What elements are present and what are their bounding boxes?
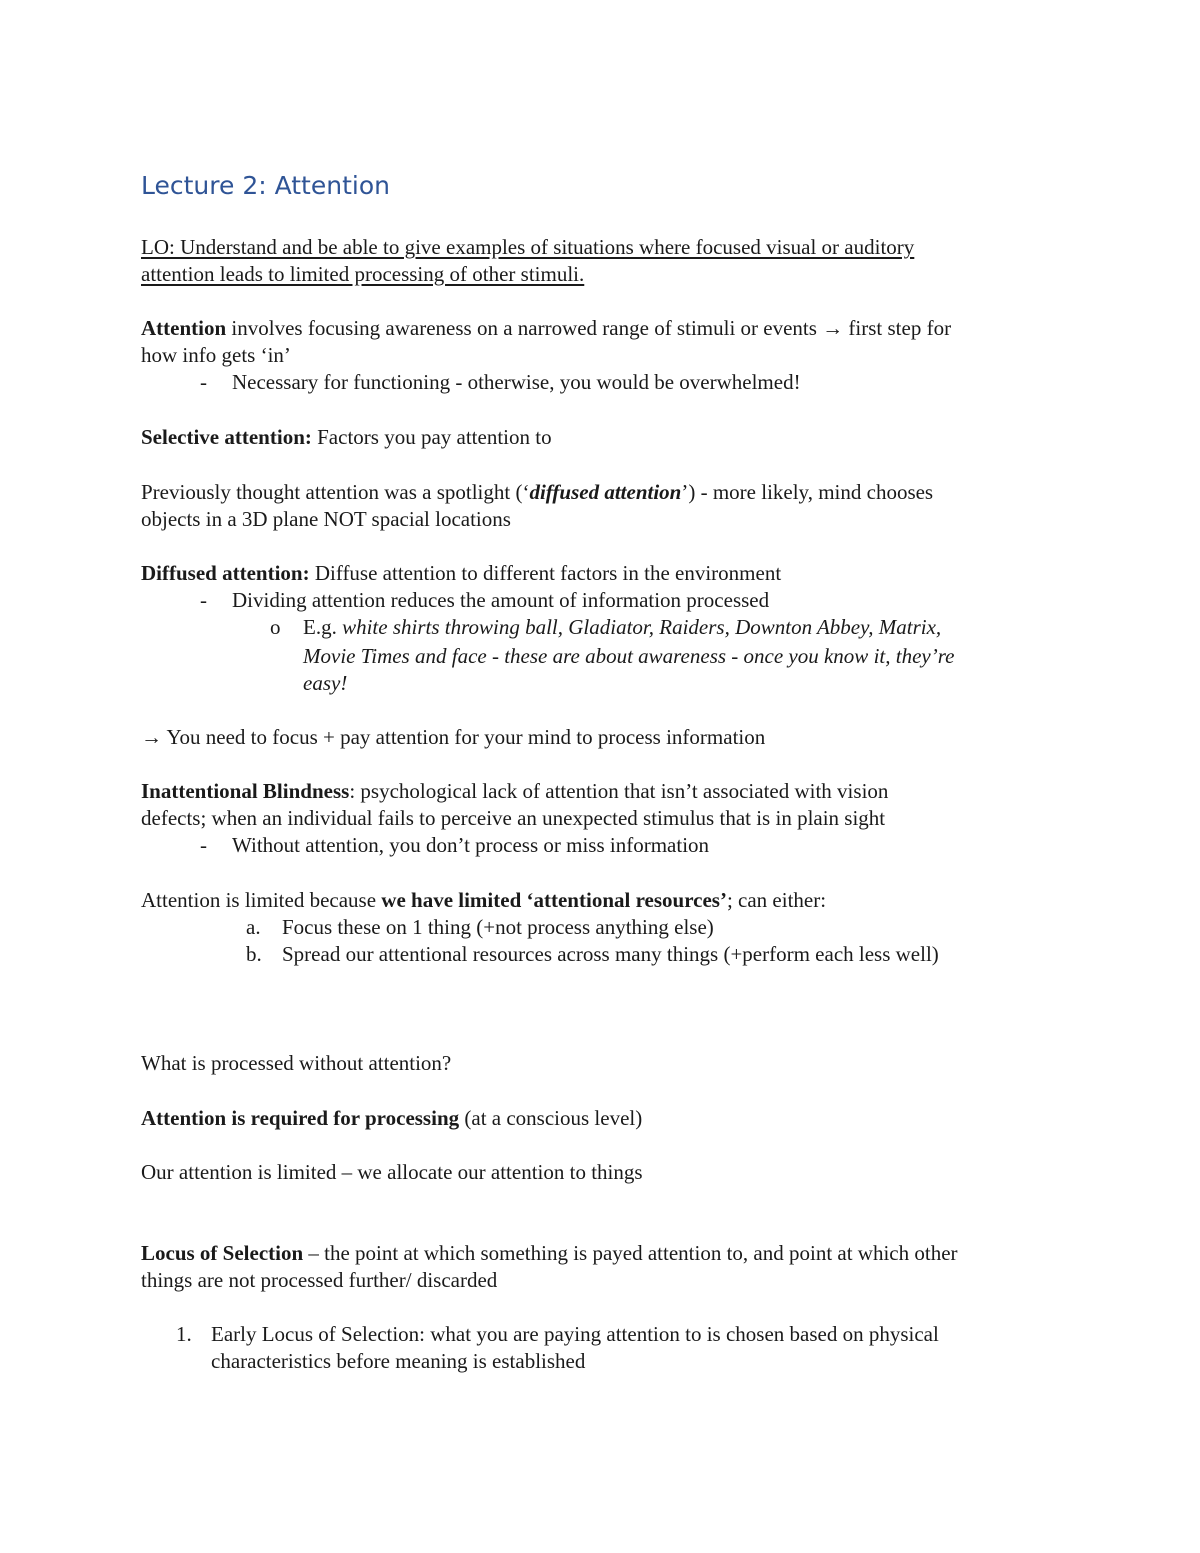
sub-bullet-marker: o bbox=[270, 615, 281, 639]
attention-definition-line-1 bbox=[141, 318, 951, 339]
early-locus-line-1: Early Locus of Selection: what you are paying attention to is chosen based on physical bbox=[211, 1322, 939, 1346]
learning-objective-line-1: LO: Understand and be able to give examples of situations where focused visual or auditory bbox=[141, 235, 915, 259]
list-marker-a: a. bbox=[246, 915, 261, 939]
diffused-attention-bullet: Dividing attention reduces the amount of information processed bbox=[232, 588, 770, 612]
focus-note-text: You need to focus + pay attention for your mind to process information bbox=[162, 725, 766, 749]
examples-line-2: Movie Times and face - these are about awareness - once you know it, they’re bbox=[303, 644, 955, 668]
spotlight-paragraph-line-2: objects in a 3D plane NOT spacial locations bbox=[141, 507, 511, 531]
limited-text: Attention is limited because bbox=[141, 888, 382, 912]
bullet-dash: - bbox=[200, 833, 207, 857]
focus-note bbox=[141, 727, 765, 748]
allocate-attention-line: Our attention is limited – we allocate our attention to things bbox=[141, 1160, 643, 1184]
inattentional-blindness-line-1 bbox=[141, 781, 888, 802]
locus-of-selection-line-1 bbox=[141, 1243, 958, 1264]
bullet-dash: - bbox=[200, 370, 207, 394]
required-for-processing-line bbox=[141, 1108, 642, 1129]
inattentional-blindness-line-2: defects; when an individual fails to perceive an unexpected stimulus that is in plain sight bbox=[141, 806, 886, 830]
spotlight-paragraph-line-1 bbox=[141, 482, 933, 503]
examples-line-3: easy! bbox=[303, 671, 348, 695]
spotlight-text-2: ’) - more likely, mind chooses bbox=[681, 480, 934, 504]
locus-of-selection-term: Locus of Selection bbox=[141, 1241, 304, 1265]
examples-prefix: E.g. bbox=[303, 615, 343, 639]
attention-definition-line-2: how info gets ‘in’ bbox=[141, 343, 291, 367]
diffused-attention-term: Diffused attention: bbox=[141, 561, 310, 585]
list-marker-b: b. bbox=[246, 942, 262, 966]
spotlight-text: Previously thought attention was a spotlight (‘ bbox=[141, 480, 530, 504]
diffused-attention-emphasis: diffused attention bbox=[529, 480, 682, 504]
examples-line-1 bbox=[303, 617, 941, 638]
examples-text: white shirts throwing ball, Gladiator, Raiders, Downton Abbey, Matrix, bbox=[342, 615, 942, 639]
bullet-dash: - bbox=[200, 588, 207, 612]
locus-of-selection-line-2: things are not processed further/ discarded bbox=[141, 1268, 498, 1292]
attention-definition-text: involves focusing awareness on a narrowed range of stimuli or events bbox=[226, 316, 823, 340]
attention-definition-text-2: first step for bbox=[843, 316, 952, 340]
required-for-processing-text: (at a conscious level) bbox=[459, 1106, 643, 1130]
diffused-attention-text: Diffuse attention to different factors in the environment bbox=[309, 561, 782, 585]
selective-attention-definition bbox=[141, 427, 552, 448]
attention-bullet: Necessary for functioning - otherwise, you would be overwhelmed! bbox=[232, 370, 801, 394]
right-arrow-icon: → bbox=[822, 316, 844, 340]
early-locus-line-2: characteristics before meaning is established bbox=[211, 1349, 586, 1373]
inattentional-blindness-term: Inattentional Blindness bbox=[141, 779, 350, 803]
list-item-b: Spread our attentional resources across many things (+perform each less well) bbox=[282, 942, 939, 966]
diffused-attention-definition bbox=[141, 563, 781, 584]
attention-term: Attention bbox=[141, 316, 227, 340]
locus-of-selection-text: – the point at which something is payed attention to, and point at which other bbox=[303, 1241, 958, 1265]
selective-attention-text: Factors you pay attention to bbox=[311, 425, 552, 449]
attentional-resources-emphasis: we have limited ‘attentional resources’ bbox=[381, 888, 727, 912]
limited-text-2: ; can either: bbox=[726, 888, 827, 912]
selective-attention-term: Selective attention: bbox=[141, 425, 312, 449]
learning-objective-line-2: attention leads to limited processing of other stimuli. bbox=[141, 262, 585, 286]
inattentional-blindness-text: : psychological lack of attention that isn’t associated with vision bbox=[349, 779, 889, 803]
required-for-processing-term: Attention is required for processing bbox=[141, 1106, 460, 1130]
list-item-a: Focus these on 1 thing (+not process anything else) bbox=[282, 915, 714, 939]
right-arrow-icon: → bbox=[141, 725, 162, 749]
question-line: What is processed without attention? bbox=[141, 1051, 452, 1075]
list-marker-1: 1. bbox=[176, 1322, 192, 1346]
inattentional-blindness-bullet: Without attention, you don’t process or miss information bbox=[232, 833, 710, 857]
page-title: Lecture 2: Attention bbox=[141, 171, 390, 200]
limited-attention-line bbox=[141, 890, 826, 911]
